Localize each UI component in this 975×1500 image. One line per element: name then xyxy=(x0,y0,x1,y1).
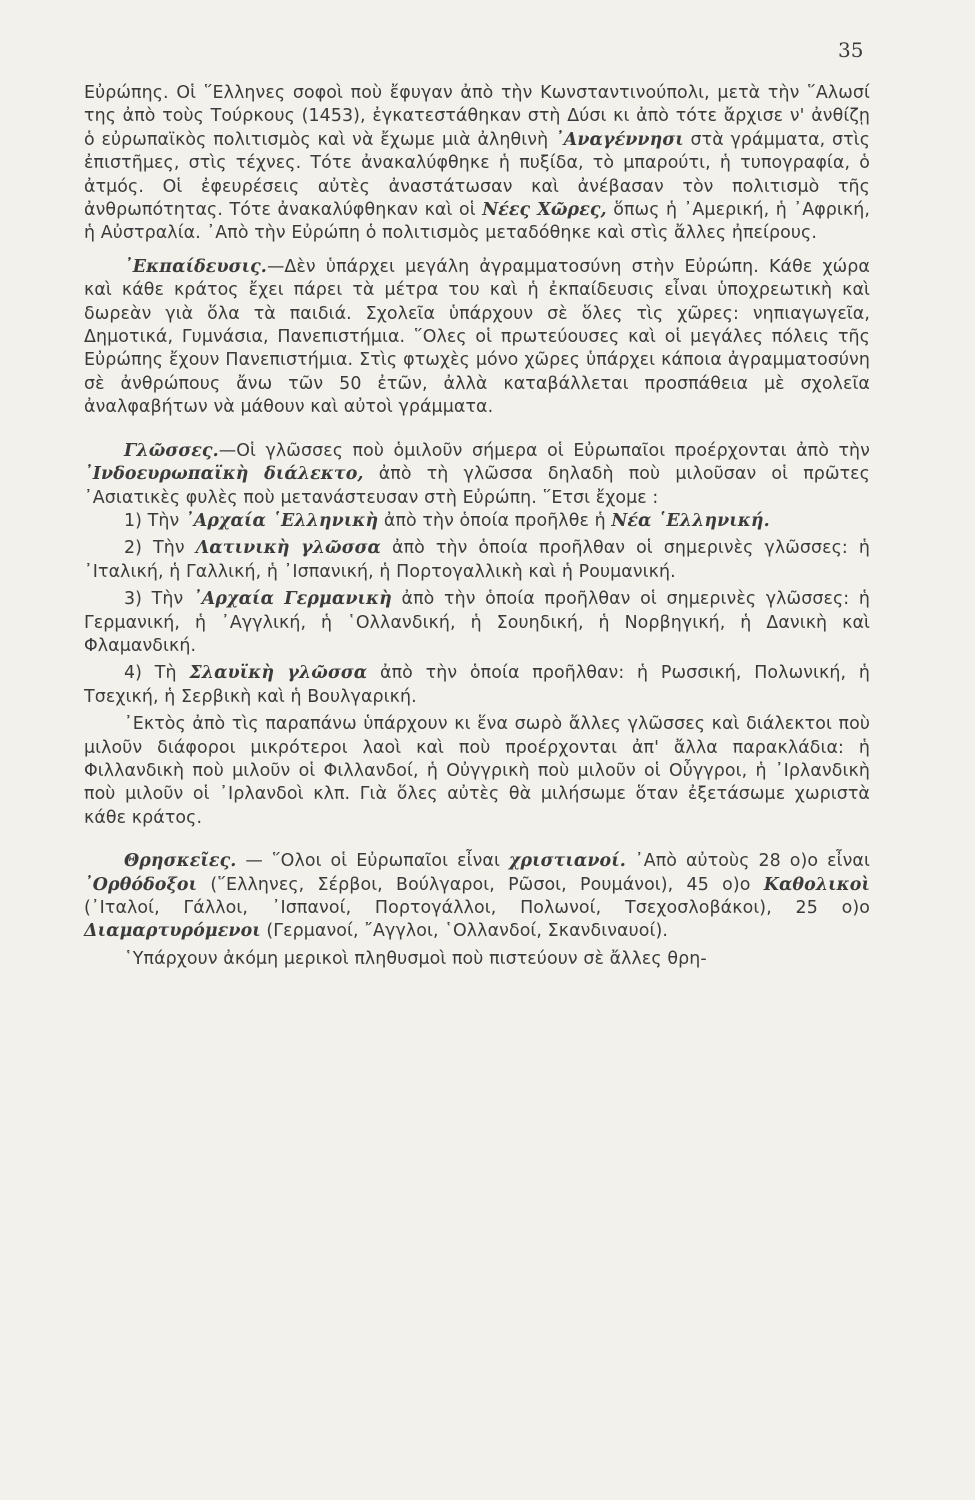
text-run: ἀπὸ τὴν ὁποία προῆλθαν οἱ σημερινὲς γλῶσσες: ἡ Γερμανική, ἡ ᾽Αγγλική, ἡ ῾Ολλανδική, ἡ Σουηδική, ἡ Νορβηγική, ἡ Δανικὴ καὶ Φλαμανδική. xyxy=(84,589,870,656)
emphasis-term: ᾽Αρχαία ῾Ελληνικὴ xyxy=(184,510,379,531)
text-run: Εὐρώπης. Οἱ ῞Ελληνες σοφοὶ ποὺ ἔφυγαν ἀπὸ τὴν Κωνσταντινούπολι, μετὰ τὴν ῞Αλωσί της ἀπὸ τοὺς Τούρκους (1453), ἐγκατεστάθηκαν στὴ Δύσι κι ἀπὸ τότε ἄρχισε ν' ἀνθίζῃ ὁ εὐρωπαϊκὸς πολιτισμὸς καὶ νὰ ἔχωμε μιὰ ἀληθινὴ xyxy=(84,83,870,150)
text-run: ἀπὸ τὴν ὁποία προῆλθε ἡ xyxy=(378,510,612,531)
text-run: ὅπως ἡ ᾽Αμερική, ἡ ᾽Αφρική, ἡ Αὐστραλία. ᾽Απὸ τὴν Εὐρώπη ὁ πολιτισμὸς μεταδόθηκε καὶ στὶς ἄλλες ἠπείρους. xyxy=(84,200,871,244)
text-run: (Γερμανοί, ῎Αγγλοι, ῾Ολλανδοί, Σκανδιναυοί). xyxy=(260,921,668,942)
body-text xyxy=(84,82,870,971)
paragraph-religions xyxy=(84,850,870,944)
emphasis-term: ᾽Αρχαία Γερμανικὴ xyxy=(192,589,392,610)
text-run: 3) Τὴν xyxy=(124,589,193,610)
text-run: — ῞Ολοι οἱ Εὐρωπαῖοι εἶναι xyxy=(236,851,509,872)
section-heading-languages: Γλῶσσες. xyxy=(124,440,219,461)
paragraph-renaissance xyxy=(84,82,870,246)
text-run: (᾽Ιταλοί, Γάλλοι, ᾽Ισπανοί, Πορτογάλλοι, Πολωνοί, Τσεχοσλοβάκοι), 25 ο)ο xyxy=(84,898,870,918)
text-run: —Δὲν ὑπάρχει μεγάλη ἀγραμματοσύνη στὴν Εὐρώπη. Κάθε χώρα καὶ κάθε κράτος ἔχει πάρει τὰ μέτρα του καὶ ἡ ἐκπαίδευσις εἶναι ὑποχρεωτικὴ καὶ δωρεὰν γιὰ ὅλα τὰ παιδιά. Σχολεῖα ὑπάρχουν σὲ ὅλες τὶς χῶρες: νηπιαγωγεῖα, Δημοτικά, Γυμνάσια, Πανεπιστήμια. ῞Ολες οἱ πρωτεύουσες καὶ οἱ μεγάλες πόλεις τῆς Εὐρώπης ἔχουν Πανεπιστήμια. Στὶς φτωχὲς μόνο χῶρες ὑπάρχει κάποια ἀγραμματοσύνη σὲ ἀνθρώπους ἄνω τῶν 50 ἐτῶν, ἀλλὰ καταβάλλεται προσπάθεια μὲ σχολεῖα ἀναλφαβήτων νὰ μάθουν καὶ αὐτοὶ γράμματα. xyxy=(84,256,870,418)
paragraph-languages xyxy=(84,440,870,510)
paragraph-education xyxy=(84,256,870,420)
list-item xyxy=(84,510,870,533)
text-run: ἀπὸ τὴν ὁποία προῆλθαν: ἡ Ρωσσική, Πολωνική, ἡ Τσεχική, ἡ Σερβικὴ καὶ ἡ Βουλγαρική. xyxy=(84,663,871,707)
text-run: ῾Υπάρχουν ἀκόμη μερικοὶ πληθυσμοὶ ποὺ πιστεύουν σὲ ἄλλες θρη- xyxy=(124,948,707,969)
text-run: 2) Τὴν xyxy=(124,538,196,559)
text-run: στὰ γράμματα, στὶς ἐπιστῆμες, στὶς τέχνες. Τότε ἀνακαλύφθηκε ἡ πυξίδα, τὸ μπαρούτι, ἡ τυπογραφία, ὁ ἀτμός. Οἱ ἐφευρέσεις αὐτὲς ἀναστάτωσαν καὶ ἀνέβασαν τὸν πολιτισμὸ τῆς ἀνθρωπότητας. Τότε ἀνακαλύφθηκαν καὶ οἱ xyxy=(84,129,871,221)
emphasis-term: Καθολικοὶ xyxy=(763,874,870,895)
text-run: ᾽Απὸ αὐτοὺς 28 ο)ο εἶναι xyxy=(625,851,870,872)
list-item xyxy=(84,662,870,709)
text-run: —Οἱ γλῶσσες ποὺ ὁμιλοῦν σήμερα οἱ Εὐρωπαῖοι προέρχονται ἀπὸ τὴν xyxy=(218,440,870,461)
emphasis-term: Νέα ῾Ελληνική. xyxy=(611,510,770,531)
paragraph-other-languages xyxy=(84,713,870,830)
list-item xyxy=(84,588,870,658)
emphasis-term: ᾽Αναγέννησι xyxy=(554,129,684,150)
emphasis-term: Λατινικὴ γλῶσσα xyxy=(195,538,382,559)
emphasis-term: ᾽Ινδοευρωπαϊκὴ διάλεκτο, xyxy=(84,464,364,485)
emphasis-term: Νέες Χῶρες, xyxy=(482,200,607,221)
emphasis-term: ᾽Ορθόδοξοι xyxy=(84,874,198,895)
text-run: ᾽Εκτὸς ἀπὸ τὶς παραπάνω ὑπάρχουν κι ἕνα σωρὸ ἄλλες γλῶσσες καὶ διάλεκτοι ποὺ μιλοῦν διάφοροι μικρότεροι λαοὶ καὶ ποὺ προέρχονται ἀπ' ἄλλα παρακλάδια: ἡ Φιλλανδικὴ ποὺ μιλοῦν οἱ Φιλλανδοί, ἡ Οὐγγρικὴ ποὺ μιλοῦν οἱ Οὖγγροι, ἡ ᾽Ιρλανδικὴ ποὺ μιλοῦν οἱ ᾽Ιρλανδοὶ κλπ. Γιὰ ὅλες αὐτὲς θὰ μιλήσωμε ὅταν ἐξετάσωμε χωριστὰ κάθε κράτος. xyxy=(84,714,870,828)
page-number: 35 xyxy=(838,38,864,62)
text-run: ἀπὸ τὴ γλῶσσα δηλαδὴ ποὺ μιλοῦσαν οἱ πρῶτες ᾽Ασιατικὲς φυλὲς ποὺ μετανάστευσαν στὴ Εὐρώπη. ῞Ετσι ἔχομε : xyxy=(84,464,870,508)
section-heading-religions: Θρησκεῖες. xyxy=(124,851,237,872)
emphasis-term: Σλαυϊκὴ γλῶσσα xyxy=(189,663,368,684)
text-run: (῞Ελληνες, Σέρβοι, Βούλγαροι, Ρῶσοι, Ρουμάνοι), 45 ο)ο xyxy=(197,874,764,895)
text-run: ἀπὸ τὴν ὁποία προῆλθαν οἱ σημερινὲς γλῶσσες: ἡ ᾽Ιταλική, ἡ Γαλλική, ἡ ᾽Ισπανική, ἡ Πορτογαλλικὴ καὶ ἡ Ρουμανική. xyxy=(84,538,871,582)
text-run: 1) Τὴν xyxy=(124,510,185,531)
text-run: 4) Τὴ xyxy=(124,663,190,684)
emphasis-term: χριστιανοί. xyxy=(508,851,626,872)
section-heading-education: ᾽Εκπαίδευσις. xyxy=(124,256,267,277)
list-item xyxy=(84,537,870,584)
paragraph-other-religions xyxy=(84,948,870,971)
emphasis-term: Διαμαρτυρόμενοι xyxy=(84,921,261,942)
